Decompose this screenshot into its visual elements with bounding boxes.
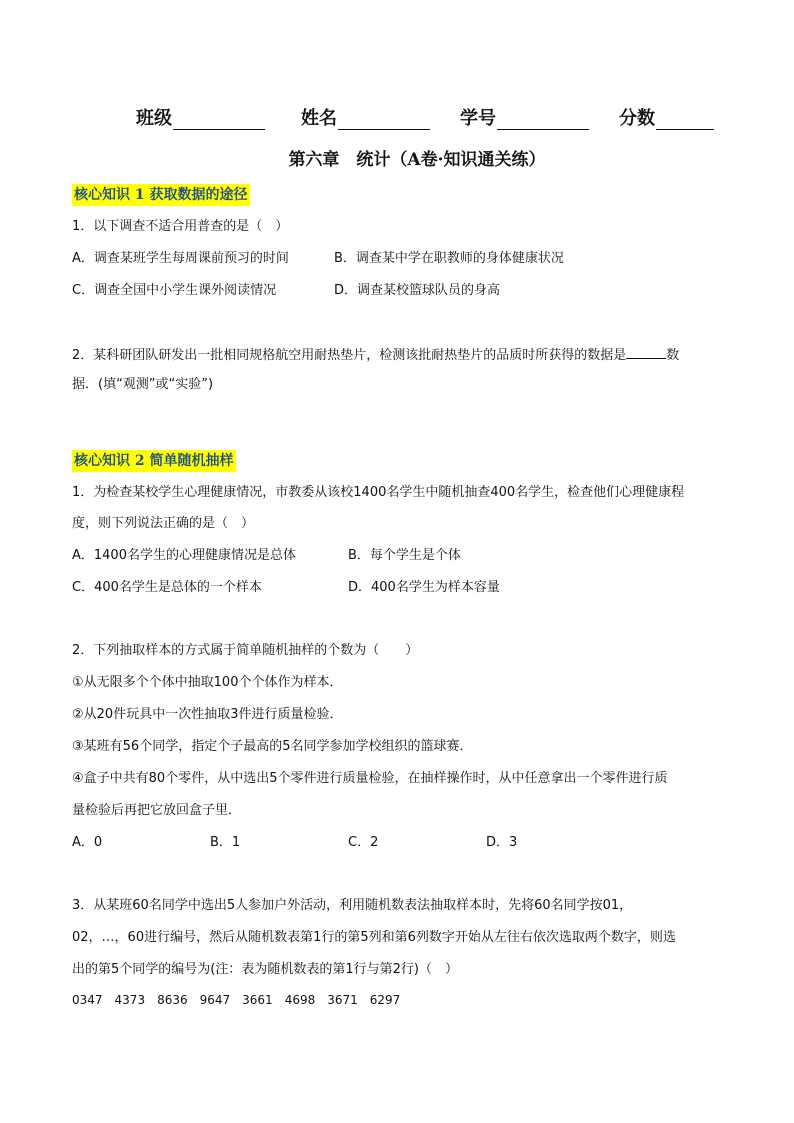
s2-q3-line3: 出的第5个同学的编号为(注：表为随机数表的第1行与第2行)（ ） — [72, 962, 458, 977]
score-label: 分数 — [619, 108, 655, 129]
random-number-row: 0347 4373 8636 9647 3661 4698 3671 6297 — [72, 993, 401, 1007]
s2-q2-option-a[interactable]: A．0 — [72, 835, 103, 850]
s2-q2-item-2: ②从20件玩具中一次性抽取3件进行质量检验． — [72, 707, 343, 722]
s1-q2-text-a: 2．某科研团队研发出一批相同规格航空用耐热垫片，检测该批耐热垫片的品质时所获得的数据是 — [72, 348, 627, 363]
s1-q2-line2: 据．(填“观测”或“实验”) — [72, 377, 214, 392]
class-field — [136, 104, 265, 130]
s2-q3-line2: 02，…，60进行编号，然后从随机数表第1行的第5列和第6列数字开始从左往右依次选取两个数字，则选 — [72, 930, 676, 945]
s2-q1-line2: 度，则下列说法正确的是（ ） — [72, 516, 255, 531]
s2-q2-item-1: ①从无限多个个体中抽取100个个体作为样本． — [72, 675, 343, 690]
s2-q1-option-b[interactable]: B．每个学生是个体 — [348, 548, 461, 563]
class-label: 班级 — [136, 108, 172, 129]
page-title: 第六章 统计（A卷·知识通关练） — [288, 150, 546, 170]
s2-q2-item-3: ③某班有56个同学，指定个子最高的5名同学参加学校组织的篮球赛． — [72, 739, 473, 754]
student-id-label: 学号 — [460, 108, 496, 129]
class-blank[interactable] — [173, 111, 265, 130]
name-blank[interactable] — [338, 111, 430, 130]
name-field — [301, 104, 430, 130]
s2-q2-item-4-line1: ④盒子中共有80个零件，从中选出5个零件进行质量检验，在抽样操作时，从中任意拿出一个零件进行质 — [72, 771, 668, 786]
s2-q1-option-c[interactable]: C．400名学生是总体的一个样本 — [72, 580, 262, 595]
s2-q3-line1: 3．从某班60名同学中选出5人参加户外活动，利用随机数表法抽取样本时，先将60名同学按01， — [72, 898, 633, 913]
student-id-field — [460, 104, 589, 130]
s2-q1-option-d[interactable]: D．400名学生为样本容量 — [348, 580, 500, 595]
s2-q2-option-c[interactable]: C．2 — [348, 835, 379, 850]
s2-q1-option-a[interactable]: A．1400名学生的心理健康情况是总体 — [72, 548, 296, 563]
s1-q2-text-b: 数 — [666, 348, 680, 363]
s1-q1-option-c[interactable]: C．调查全国中小学生课外阅读情况 — [72, 283, 277, 298]
s1-q1-option-a[interactable]: A．调查某班学生每周课前预习的时间 — [72, 251, 289, 266]
section-1-label: 核心知识 1 获取数据的途径 — [72, 184, 250, 206]
s1-q2-line1 — [72, 344, 679, 366]
section-2-label: 核心知识 2 简单随机抽样 — [72, 450, 236, 472]
s1-q1-stem: 1．以下调查不适合用普查的是（ ） — [72, 219, 289, 234]
s2-q2-item-4-line2: 量检验后再把它放回盒子里． — [72, 803, 242, 818]
s2-q2-option-b[interactable]: B．1 — [210, 835, 241, 850]
s2-q1-line1: 1．为检查某校学生心理健康情况，市教委从该校1400名学生中随机抽查400名学生，检查他们心理健康程 — [72, 485, 685, 500]
name-label: 姓名 — [301, 108, 337, 129]
score-field — [619, 104, 714, 130]
s1-q1-option-b[interactable]: B．调查某中学在职教师的身体健康状况 — [334, 251, 564, 266]
s1-q2-answer-blank[interactable] — [626, 344, 666, 359]
student-info-header — [136, 104, 736, 130]
s2-q2-stem: 2．下列抽取样本的方式属于简单随机抽样的个数为（ ） — [72, 643, 419, 658]
score-blank[interactable] — [656, 111, 714, 130]
s1-q1-option-d[interactable]: D．调查某校篮球队员的身高 — [334, 283, 501, 298]
s2-q2-option-d[interactable]: D．3 — [486, 835, 518, 850]
student-id-blank[interactable] — [497, 111, 589, 130]
